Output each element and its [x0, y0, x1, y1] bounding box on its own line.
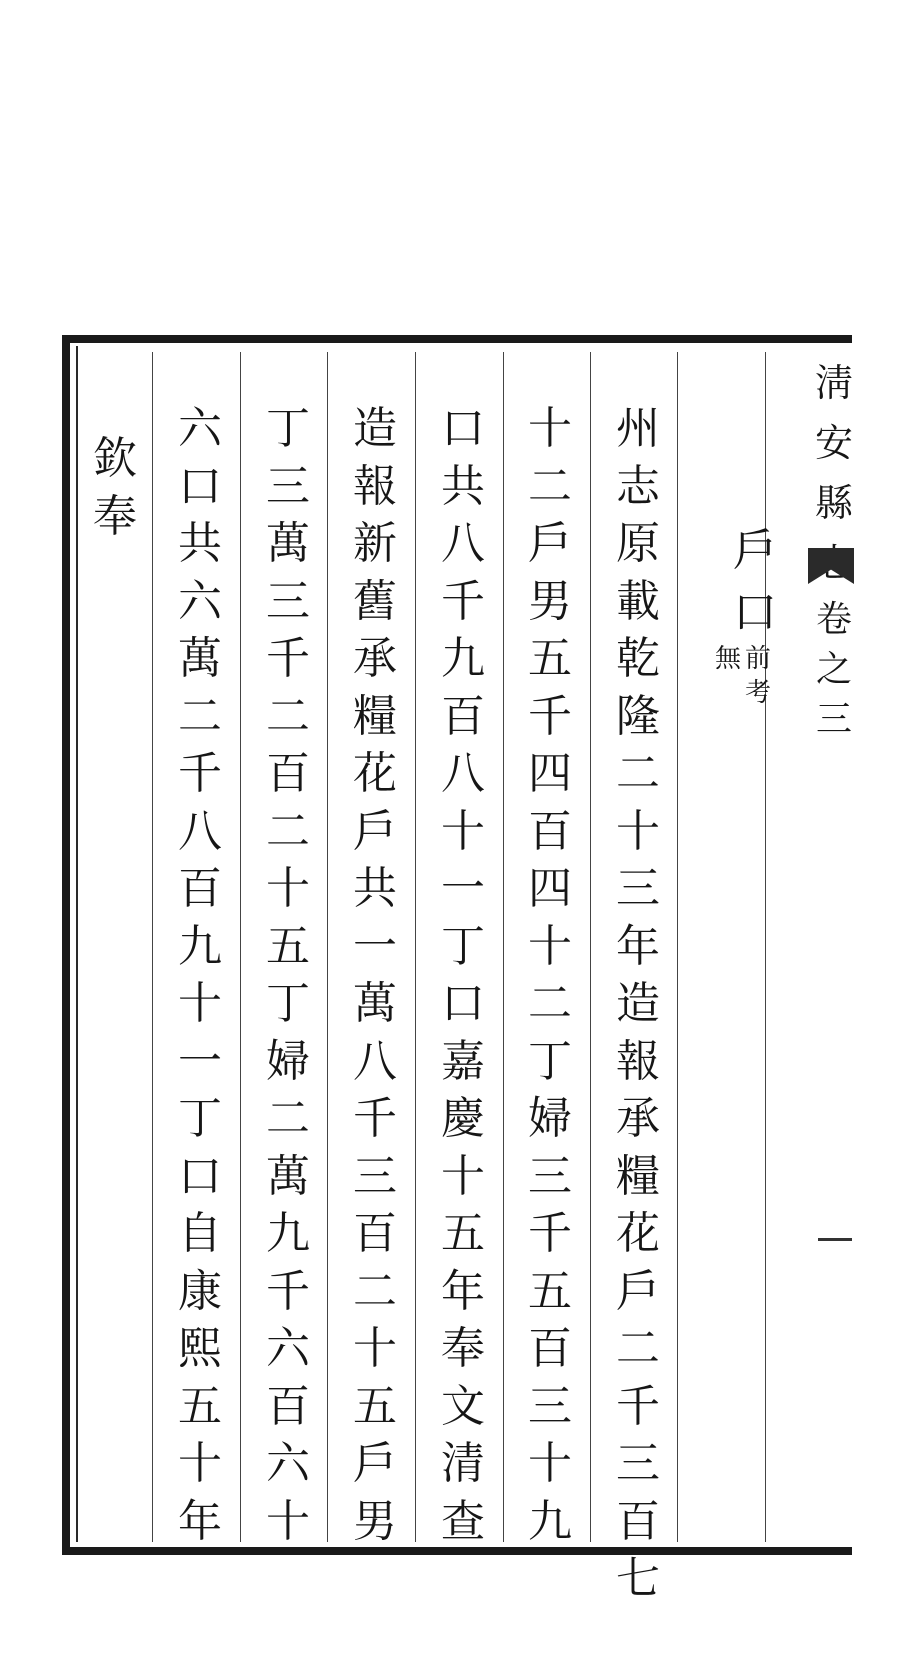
character: 隆	[616, 690, 660, 742]
character: 戶	[528, 518, 572, 569]
character: 男	[528, 575, 572, 627]
section-note	[712, 642, 786, 762]
character: 年	[441, 1265, 485, 1317]
text-column-3	[428, 400, 498, 1550]
character: 丁	[266, 403, 310, 454]
character: 無	[714, 644, 741, 674]
character: 之	[815, 649, 852, 690]
frame-left-border	[62, 335, 70, 1555]
character: 丁	[178, 1093, 222, 1144]
character: 戶	[733, 525, 777, 576]
character: 口	[178, 1150, 222, 1202]
character: 五	[528, 1265, 572, 1317]
character: 三	[528, 1150, 572, 1202]
character: 共	[178, 518, 222, 569]
character: 二	[266, 805, 310, 857]
character: 百	[528, 1323, 572, 1374]
character: 安	[814, 421, 853, 465]
character: 承	[616, 1093, 660, 1144]
character: 欽	[93, 433, 137, 484]
character: 慶	[441, 1093, 485, 1144]
character: 十	[528, 403, 572, 454]
character: 口	[178, 460, 222, 512]
character: 乾	[616, 633, 660, 684]
column-rule	[240, 352, 241, 1542]
character: 縣	[814, 481, 853, 525]
character: 九	[178, 920, 222, 972]
character: 三	[353, 1150, 397, 1202]
character: 千	[353, 1093, 397, 1144]
character: 八	[441, 518, 485, 569]
character: 報	[616, 1035, 660, 1087]
character: 四	[528, 863, 572, 914]
character: 三	[266, 575, 310, 627]
character: 花	[353, 748, 397, 799]
character: 婦	[528, 1093, 572, 1144]
character: 九	[441, 633, 485, 684]
character: 州	[616, 403, 660, 454]
character: 年	[616, 920, 660, 972]
character: 新	[353, 518, 397, 569]
column-rule	[327, 352, 328, 1542]
character: 四	[528, 748, 572, 799]
character: 三	[266, 460, 310, 512]
character: 志	[616, 460, 660, 512]
character: 九	[528, 1495, 572, 1547]
character: 二	[266, 690, 310, 742]
character: 百	[178, 863, 222, 914]
section-note-right	[742, 642, 774, 710]
character: 千	[266, 633, 310, 684]
character: 千	[178, 748, 222, 799]
character: 八	[353, 1035, 397, 1087]
frame-top-border	[62, 335, 852, 343]
character: 口	[733, 587, 777, 638]
character: 千	[528, 1208, 572, 1259]
character: 婦	[266, 1035, 310, 1087]
character: 五	[266, 920, 310, 972]
character: 奉	[441, 1323, 485, 1374]
column-rule	[152, 352, 153, 1542]
character: 五	[441, 1208, 485, 1259]
character: 百	[353, 1208, 397, 1259]
character: 三	[815, 699, 852, 740]
character: 男	[353, 1495, 397, 1547]
section-note-left	[712, 642, 744, 676]
character: 報	[353, 460, 397, 512]
text-column-2	[515, 400, 585, 1550]
character: 一	[178, 1035, 222, 1087]
character: 五	[353, 1380, 397, 1432]
character: 八	[178, 805, 222, 857]
character: 十	[266, 1495, 310, 1547]
character: 六	[266, 1438, 310, 1489]
character: 百	[266, 1380, 310, 1432]
character: 三	[616, 1438, 660, 1489]
character: 二	[528, 460, 572, 512]
character: 八	[441, 748, 485, 799]
character: 丁	[266, 978, 310, 1029]
column-rule	[677, 352, 678, 1542]
character: 十	[178, 1438, 222, 1489]
character: 百	[616, 1495, 660, 1547]
character: 千	[441, 575, 485, 627]
column-rule	[590, 352, 591, 1542]
character: 戶	[353, 1438, 397, 1489]
text-column-7	[80, 430, 150, 545]
character: 十	[528, 920, 572, 972]
character: 糧	[353, 690, 397, 742]
character: 承	[353, 633, 397, 684]
character: 萬	[178, 633, 222, 684]
character: 十	[528, 1438, 572, 1489]
character: 口	[441, 403, 485, 454]
character: 共	[353, 863, 397, 914]
character: 三	[528, 1380, 572, 1432]
character: 丁	[441, 920, 485, 972]
character: 百	[266, 748, 310, 799]
character: 丁	[528, 1035, 572, 1087]
character: 萬	[353, 978, 397, 1029]
character: 六	[178, 575, 222, 627]
character: 前	[744, 644, 771, 674]
character: 千	[616, 1380, 660, 1432]
character: 二	[528, 978, 572, 1029]
character: 原	[616, 518, 660, 569]
character: 百	[528, 805, 572, 857]
character: 十	[353, 1323, 397, 1374]
character: 造	[353, 403, 397, 454]
character: 十	[441, 805, 485, 857]
character: 載	[616, 575, 660, 627]
character: 十	[266, 863, 310, 914]
character: 考	[744, 678, 771, 708]
character: 千	[266, 1265, 310, 1317]
character: 六	[178, 403, 222, 454]
character: 造	[616, 978, 660, 1029]
frame-inner-left-border	[76, 346, 78, 1542]
character: 花	[616, 1208, 660, 1259]
character: 戶	[616, 1265, 660, 1317]
character: 二	[616, 1323, 660, 1374]
character: 三	[616, 863, 660, 914]
character: 九	[266, 1208, 310, 1259]
character: 一	[353, 920, 397, 972]
character: 文	[441, 1380, 485, 1432]
character: 五	[178, 1380, 222, 1432]
section-heading	[725, 520, 785, 644]
character: 十	[616, 805, 660, 857]
margin-juan	[814, 595, 854, 745]
character: 口	[441, 978, 485, 1029]
character: 糧	[616, 1150, 660, 1202]
character: 查	[441, 1495, 485, 1547]
character: 六	[266, 1323, 310, 1374]
character: 奉	[93, 490, 137, 542]
character: 共	[441, 460, 485, 512]
character: 一	[441, 863, 485, 914]
character: 十	[441, 1150, 485, 1202]
character: 清	[441, 1438, 485, 1489]
character: 舊	[353, 575, 397, 627]
character: 淸	[814, 361, 853, 405]
text-column-1	[603, 400, 673, 1608]
character: 二	[266, 1093, 310, 1144]
text-column-5	[253, 400, 323, 1550]
character: 千	[528, 690, 572, 742]
character: 十	[178, 978, 222, 1029]
column-rule	[415, 352, 416, 1542]
character: 二	[178, 690, 222, 742]
character: 嘉	[441, 1035, 485, 1087]
column-rule	[503, 352, 504, 1542]
character: 二	[353, 1265, 397, 1317]
character: 二	[616, 748, 660, 799]
character: 熙	[178, 1323, 222, 1374]
margin-mark	[818, 1238, 852, 1241]
character: 卷	[815, 599, 852, 640]
character: 萬	[266, 518, 310, 569]
character: 康	[178, 1265, 222, 1317]
character: 年	[178, 1495, 222, 1547]
character: 戶	[353, 805, 397, 857]
text-column-6	[165, 400, 235, 1550]
character: 七	[616, 1553, 660, 1604]
character: 自	[178, 1208, 222, 1259]
character: 萬	[266, 1150, 310, 1202]
character: 五	[528, 633, 572, 684]
text-column-4	[340, 400, 410, 1550]
character: 百	[441, 690, 485, 742]
